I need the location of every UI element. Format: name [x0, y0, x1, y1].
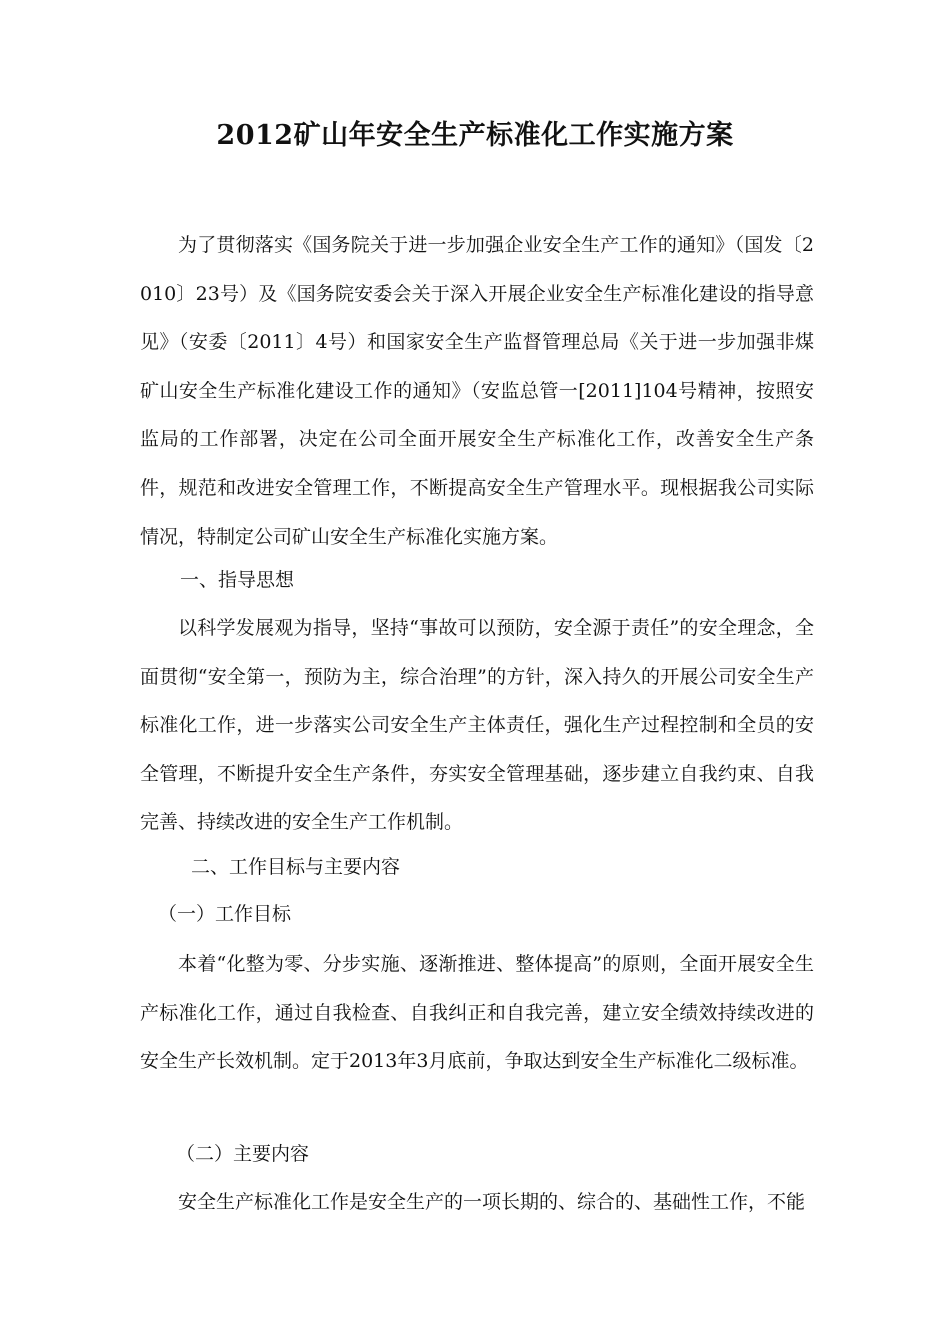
- section-2-heading: 二、工作目标与主要内容: [191, 856, 401, 878]
- subsection-1-paragraph: 本着“化整为零、分步实施、逐渐推进、整体提高”的原则，全面开展安全生产标准化工作，通过自我检查、自我纠正和自我完善，建立安全绩效持续改进的安全生产长效机制。定于2013年3月底前，争取达到安全生产标准化二级标准。: [140, 953, 814, 1073]
- section-1-paragraph: 以科学发展观为指导，坚持“事故可以预防，安全源于责任”的安全理念，全面贯彻“安全第一，预防为主，综合治理”的方针，深入持久的开展公司安全生产标准化工作，进一步落实公司安全生产主体责任，强化生产过程控制和全员的安全管理，不断提升安全生产条件，夯实安全管理基础，逐步建立自我约束、自我完善、持续改进的安全生产工作机制。: [140, 617, 814, 834]
- section-1-heading: 一、指导思想: [180, 569, 295, 591]
- document-title: 2012矿山年安全生产标准化工作实施方案: [216, 120, 734, 151]
- subsection-2-paragraph: 安全生产标准化工作是安全生产的一项长期的、综合的、基础性工作，不能: [178, 1191, 806, 1213]
- subsection-1-heading: （一）工作目标: [158, 903, 292, 925]
- subsection-2-heading: （二）主要内容: [176, 1143, 310, 1165]
- intro-paragraph: 为了贯彻落实《国务院关于进一步加强企业安全生产工作的通知》（国发〔2010〕23号）及《国务院安委会关于深入开展企业安全生产标准化建设的指导意见》（安委〔2011〕4号）和国家安全生产监督管理总局《关于进一步加强非煤矿山安全生产标准化建设工作的通知》（安监总管一[2011]104号精神，按照安监局的工作部署，决定在公司全面开展安全生产标准化工作，改善安全生产条件，规范和改进安全管理工作，不断提高安全生产管理水平。现根据我公司实际情况，特制定公司矿山安全生产标准化实施方案。: [140, 234, 814, 548]
